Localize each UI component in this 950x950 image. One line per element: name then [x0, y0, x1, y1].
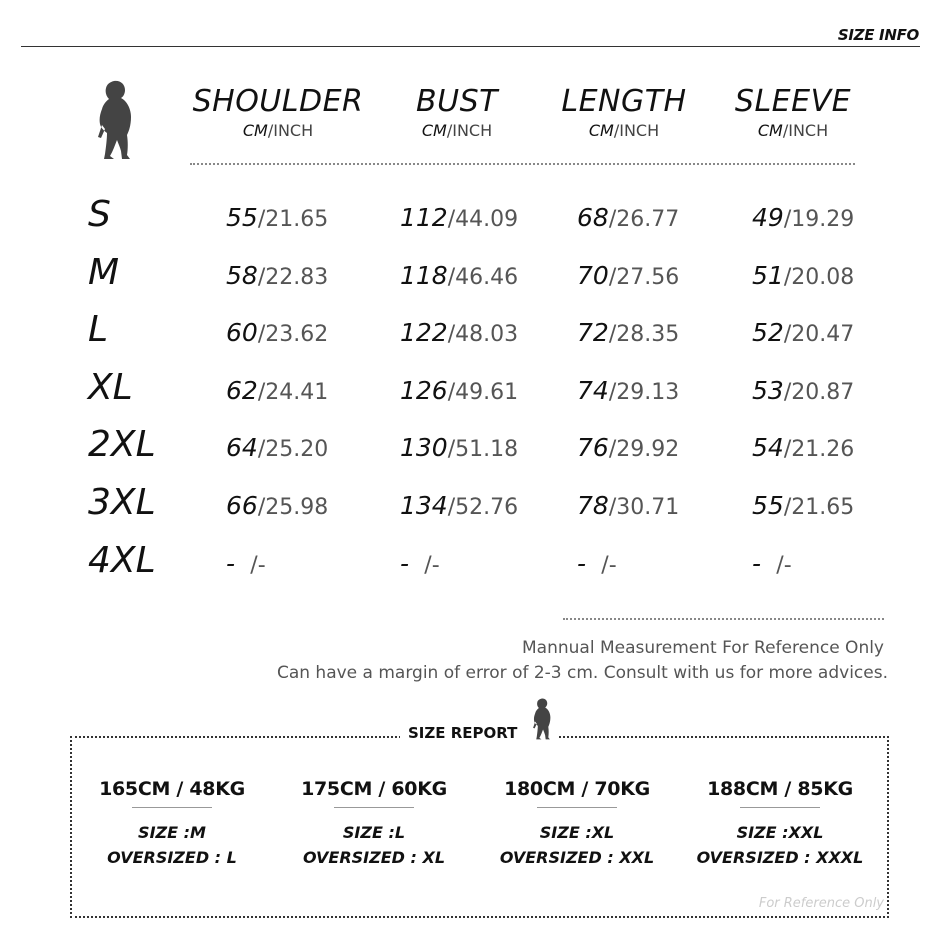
size-label: XL [88, 367, 133, 408]
bust-cell: 126/49.61 [400, 376, 519, 405]
length-cell: 78/30.71 [577, 491, 680, 520]
sleeve-cell: 54/21.26 [752, 433, 855, 462]
bust-cell: 122/48.03 [400, 318, 519, 347]
header-dotted-divider [190, 163, 855, 165]
small-ape-figure-icon [527, 696, 557, 742]
recommended-size: SIZE :XXL [736, 823, 824, 842]
column-name: SHOULDER [192, 84, 364, 119]
sleeve-cell: 55/21.65 [752, 491, 855, 520]
oversized-size: OVERSIZED : L [107, 848, 237, 867]
column-header-bust [367, 84, 547, 140]
column-header-length [534, 84, 714, 140]
bust-cell: 118/46.46 [400, 261, 519, 290]
size-info-title: SIZE INFO [837, 26, 919, 44]
length-cell: 70/27.56 [577, 261, 680, 290]
column-unit: CM/INCH [588, 121, 660, 140]
length-cell: - /- [577, 549, 617, 578]
shoulder-cell: 64/25.20 [226, 433, 329, 462]
column-name: LENGTH [561, 84, 687, 119]
size-label: 3XL [88, 482, 156, 523]
height-weight: 188CM / 85KG [707, 778, 853, 800]
shoulder-cell: 58/22.83 [226, 261, 329, 290]
column-header-shoulder [188, 84, 368, 140]
report-item-divider [334, 807, 414, 808]
size-label: S [88, 194, 111, 235]
sleeve-cell: 52/20.47 [752, 318, 855, 347]
height-weight: 165CM / 48KG [99, 778, 245, 800]
size-label: M [88, 252, 120, 293]
column-name: BUST [416, 84, 498, 119]
size-label: 2XL [88, 424, 156, 465]
shoulder-cell: - /- [226, 549, 266, 578]
report-item-divider [740, 807, 820, 808]
sleeve-cell: 53/20.87 [752, 376, 855, 405]
bust-cell: - /- [400, 549, 440, 578]
sleeve-cell: - /- [752, 549, 792, 578]
report-item [72, 778, 272, 870]
notes-dotted-divider [563, 618, 884, 620]
bust-cell: 134/52.76 [400, 491, 519, 520]
recommended-size: SIZE :L [342, 823, 406, 842]
report-item [477, 778, 677, 870]
shoulder-cell: 60/23.62 [226, 318, 329, 347]
sleeve-cell: 49/19.29 [752, 203, 855, 232]
column-header-sleeve [703, 84, 883, 140]
oversized-size: OVERSIZED : XXXL [696, 848, 864, 867]
length-cell: 72/28.35 [577, 318, 680, 347]
ape-figure-icon [94, 79, 136, 161]
height-weight: 180CM / 70KG [504, 778, 650, 800]
shoulder-cell: 66/25.98 [226, 491, 329, 520]
size-label: 4XL [88, 540, 156, 581]
size-label: L [88, 309, 109, 350]
oversized-size: OVERSIZED : XXL [499, 848, 655, 867]
report-item [680, 778, 880, 870]
report-item [274, 778, 474, 870]
header-divider [21, 46, 920, 47]
measurement-note: Mannual Measurement For Reference Only [522, 638, 884, 658]
bust-cell: 112/44.09 [400, 203, 519, 232]
column-name: SLEEVE [734, 84, 852, 119]
recommended-size: SIZE :XL [539, 823, 615, 842]
bust-cell: 130/51.18 [400, 433, 519, 462]
margin-note: Can have a margin of error of 2-3 cm. Consult with us for more advices. [276, 663, 888, 683]
recommended-size: SIZE :M [138, 823, 206, 842]
length-cell: 76/29.92 [577, 433, 680, 462]
sleeve-cell: 51/20.08 [752, 261, 855, 290]
column-unit: CM/INCH [242, 121, 314, 140]
report-item-divider [132, 807, 212, 808]
size-report-title: SIZE REPORT [400, 724, 525, 742]
length-cell: 74/29.13 [577, 376, 680, 405]
reference-footnote: For Reference Only [758, 896, 884, 911]
shoulder-cell: 62/24.41 [226, 376, 329, 405]
column-unit: CM/INCH [757, 121, 829, 140]
column-unit: CM/INCH [421, 121, 493, 140]
height-weight: 175CM / 60KG [301, 778, 447, 800]
shoulder-cell: 55/21.65 [226, 203, 329, 232]
oversized-size: OVERSIZED : XL [302, 848, 446, 867]
report-item-divider [537, 807, 617, 808]
length-cell: 68/26.77 [577, 203, 680, 232]
